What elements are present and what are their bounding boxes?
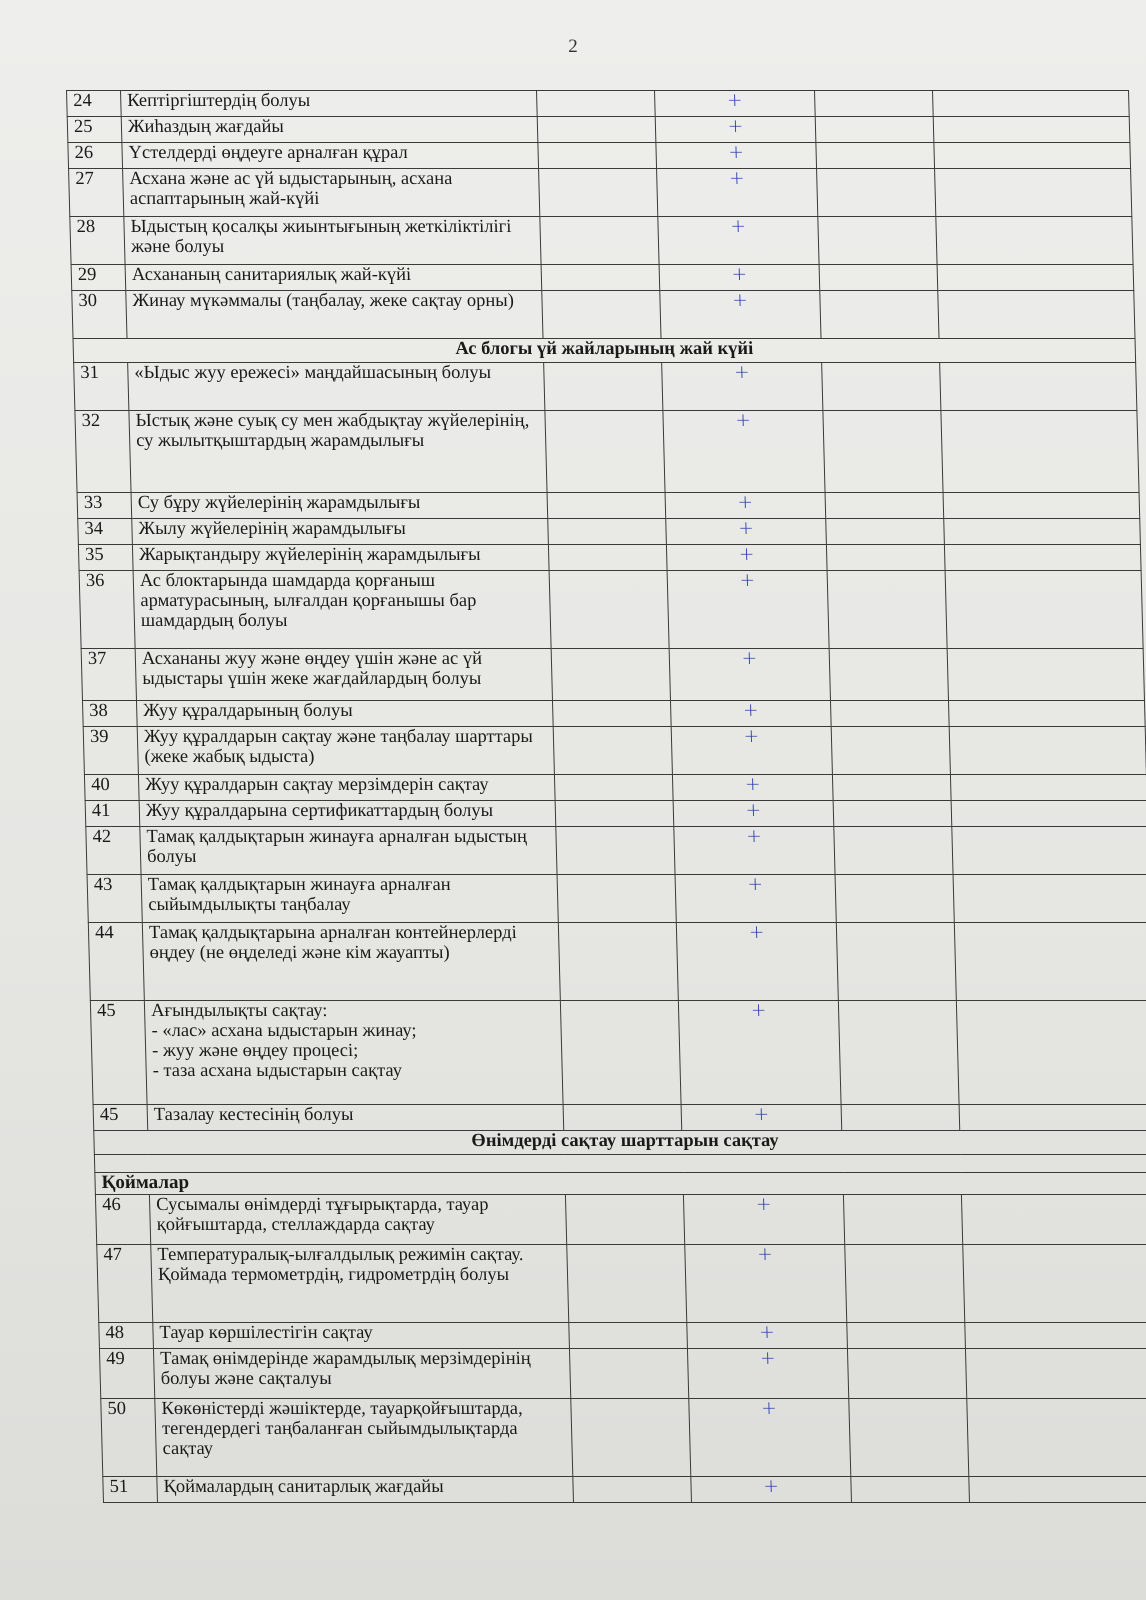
item-description-cell: Сусымалы өнімдерді тұғырықтарда, тауар қойғыштарда, стеллаждарда сақтау: [149, 1195, 566, 1245]
checkmark-cell: +: [671, 727, 832, 775]
checkmark-cell: +: [675, 875, 836, 923]
item-number-cell: 46: [95, 1195, 150, 1245]
empty-cell: [847, 1349, 966, 1399]
item-description-cell: Тамақ қалдықтарын жинауға арналған сыйымдылықты таңбалау: [141, 875, 558, 923]
table-row: [70, 217, 1133, 265]
empty-cell: [834, 827, 953, 875]
table-row: [97, 1245, 1146, 1323]
checkmark-cell: +: [667, 571, 829, 649]
empty-cell: [563, 1105, 682, 1131]
empty-cell: [832, 775, 951, 801]
empty-cell: [822, 363, 941, 411]
table-row: [79, 571, 1143, 649]
empty-cell: [965, 1323, 1146, 1349]
empty-cell: [823, 411, 943, 493]
empty-cell: [555, 801, 674, 827]
table-row: [78, 545, 1141, 571]
item-number-cell: 44: [88, 923, 144, 1001]
section-header-row: [73, 339, 1136, 363]
empty-cell: [963, 1245, 1146, 1323]
empty-cell: [936, 217, 1133, 265]
empty-cell: [557, 875, 676, 923]
item-description-cell: Кептіргіштердің болуы: [121, 91, 538, 117]
empty-cell: [944, 545, 1141, 571]
item-number-cell: 49: [99, 1349, 154, 1399]
table-row: [103, 1477, 1146, 1503]
item-description-cell: Асхананың санитариялық жай-күйі: [125, 265, 542, 291]
checkmark-cell: +: [663, 411, 825, 493]
item-description-cell: Ыстық және суық су мен жабдықтау жүйелерінің, су жылытқыштардың жарамдылығы: [129, 411, 547, 493]
empty-cell: [542, 291, 661, 339]
table-row: [87, 875, 1146, 923]
empty-cell: [961, 1195, 1146, 1245]
subsection-title: Қоймалар: [95, 1173, 1146, 1195]
checkmark-cell: +: [683, 1195, 844, 1245]
table-row: [83, 727, 1146, 775]
empty-cell: [569, 1349, 688, 1399]
empty-cell: [838, 1001, 959, 1105]
checkmark-cell: +: [681, 1105, 842, 1131]
section-title: Өнімдерді сақтау шарттарын сақтау: [94, 1131, 1146, 1155]
item-number-cell: 29: [71, 265, 126, 291]
empty-cell: [560, 1001, 681, 1105]
inspection-checklist-table: [66, 90, 1146, 1503]
item-number-cell: 40: [84, 775, 139, 801]
empty-cell: [547, 493, 666, 519]
empty-cell: [565, 1195, 684, 1245]
table-row: [68, 143, 1131, 169]
item-number-cell: 36: [79, 571, 135, 649]
table-row: [71, 265, 1134, 291]
empty-cell: [551, 649, 670, 701]
checkmark-cell: +: [687, 1349, 848, 1399]
empty-cell: [959, 1105, 1146, 1131]
item-description-cell: Жуу құралдарының болуы: [136, 701, 553, 727]
empty-cell: [541, 265, 660, 291]
empty-cell: [553, 727, 672, 775]
checkmark-cell: +: [685, 1245, 847, 1323]
table-row: [67, 117, 1130, 143]
section-title: Ас блогы үй жайларының жай күйі: [73, 339, 1136, 363]
empty-cell: [825, 493, 944, 519]
item-number-cell: 25: [67, 117, 122, 143]
empty-cell: [540, 217, 659, 265]
item-number-cell: 27: [69, 169, 124, 217]
empty-cell: [949, 727, 1146, 775]
empty-cell: [947, 649, 1144, 701]
empty-cell: [815, 91, 934, 117]
table-row: [84, 775, 1146, 801]
checkmark-cell: +: [678, 1001, 841, 1105]
checkmark-cell: +: [666, 545, 827, 571]
item-description-cell: Жуу құралдарын сақтау мерзімдерін сақтау: [138, 775, 555, 801]
item-description-cell: «Ыдыс жуу ережесі» маңдайшасының болуы: [128, 363, 545, 411]
item-description-cell: Температуралық-ылғалдылық режимін сақтау. Қоймада термометрдің, гидрометрдің болуы: [151, 1245, 569, 1323]
empty-cell: [827, 571, 947, 649]
empty-cell: [552, 701, 671, 727]
item-description-cell: Асхананы жуу және өңдеу үшін және ас үй ыдыстары үшін жеке жағдайлардың болуы: [135, 649, 552, 701]
empty-cell: [826, 519, 945, 545]
item-description-cell: Тауар көршілестігін сақтау: [153, 1323, 570, 1349]
item-description-cell: Су бұру жүйелерінің жарамдылығы: [131, 493, 548, 519]
empty-cell: [953, 875, 1146, 923]
table-row: [81, 649, 1144, 701]
item-description-cell: Тазалау кестесінің болуы: [147, 1105, 564, 1131]
subsection-header-row: [95, 1173, 1146, 1195]
table-row: [75, 411, 1139, 493]
item-number-cell: 35: [78, 545, 133, 571]
item-number-cell: 43: [87, 875, 142, 923]
empty-cell: [935, 169, 1132, 217]
item-number-cell: 32: [75, 411, 131, 493]
empty-cell: [843, 1195, 962, 1245]
empty-cell: [940, 363, 1137, 411]
item-number-cell: 28: [70, 217, 125, 265]
empty-cell: [815, 117, 934, 143]
checkmark-cell: +: [687, 1323, 848, 1349]
item-description-cell: Тамақ қалдықтарын жинауға арналған ыдыстың болуы: [140, 827, 557, 875]
item-number-cell: 33: [77, 493, 132, 519]
checkmark-cell: +: [673, 801, 834, 827]
item-number-cell: 45: [90, 1001, 147, 1105]
item-description-cell: Тамақ өнімдерінде жарамдылық мерзімдерінің болуы және сақталуы: [153, 1349, 570, 1399]
empty-cell: [938, 291, 1135, 339]
checkmark-cell: +: [670, 701, 831, 727]
item-description-cell: Жиһаздың жағдайы: [121, 117, 538, 143]
table-row: [82, 701, 1145, 727]
empty-cell: [969, 1477, 1146, 1503]
checkmark-cell: +: [660, 291, 821, 339]
empty-cell: [833, 801, 952, 827]
item-description-cell: Көкөністерді жәшіктерде, тауарқойғыштарда, тегендердегі таңбаланған сыйымдылықтарда сақтау: [155, 1399, 573, 1477]
checkmark-cell: +: [655, 117, 816, 143]
empty-cell: [826, 545, 945, 571]
table-row: [88, 923, 1146, 1001]
empty-cell: [817, 169, 936, 217]
empty-cell: [849, 1399, 969, 1477]
empty-cell: [851, 1477, 970, 1503]
empty-cell: [841, 1105, 960, 1131]
item-description-cell: Қоймалардың санитарлық жағдайы: [157, 1477, 574, 1503]
item-number-cell: 37: [81, 649, 136, 701]
empty-cell: [945, 571, 1143, 649]
empty-cell: [934, 143, 1131, 169]
item-description-cell: Асхана және ас үй ыдыстарының, асхана аспаптарының жай-күйі: [123, 169, 540, 217]
checkmark-cell: +: [658, 217, 819, 265]
empty-cell: [545, 411, 665, 493]
empty-cell: [539, 169, 658, 217]
empty-cell: [558, 923, 678, 1001]
checkmark-cell: +: [666, 519, 827, 545]
item-description-cell: Ас блоктарында шамдарда қорғаныш арматурасының, ылғалдан қорғанышы бар шамдардың болуы: [133, 571, 551, 649]
checkmark-cell: +: [665, 493, 826, 519]
checkmark-cell: +: [662, 363, 823, 411]
empty-cell: [836, 923, 956, 1001]
empty-cell: [943, 493, 1140, 519]
checkmark-cell: +: [691, 1477, 852, 1503]
checkmark-cell: +: [674, 827, 835, 875]
item-number-cell: 47: [97, 1245, 153, 1323]
empty-cell: [944, 519, 1141, 545]
empty-cell: [818, 217, 937, 265]
empty-cell: [952, 827, 1146, 875]
checkmark-cell: +: [689, 1399, 851, 1477]
checkmark-cell: +: [672, 775, 833, 801]
empty-cell: [820, 291, 939, 339]
item-description-cell: Жинау мүкәммалы (таңбалау, жеке сақтау орны): [126, 291, 543, 339]
empty-cell: [549, 571, 669, 649]
empty-cell: [950, 775, 1146, 801]
empty-cell: [847, 1323, 966, 1349]
checkmark-cell: +: [656, 143, 817, 169]
item-description-cell: Тамақ қалдықтарына арналған контейнерлерді өңдеу (не өңделеді және кім жауапты): [142, 923, 560, 1001]
empty-cell: [567, 1245, 687, 1323]
empty-cell: [538, 143, 657, 169]
empty-cell: [571, 1399, 691, 1477]
table-row: [85, 801, 1146, 827]
empty-cell: [835, 875, 954, 923]
checkmark-cell: +: [659, 265, 820, 291]
section-header-row: [94, 1131, 1146, 1155]
item-description-cell: Ыдыстың қосалқы жиынтығының жеткіліктілігі және болуы: [124, 217, 541, 265]
empty-cell: [830, 701, 949, 727]
checkmark-cell: +: [655, 91, 816, 117]
empty-cell: [819, 265, 938, 291]
empty-cell: [954, 923, 1146, 1001]
item-number-cell: 30: [72, 291, 127, 339]
empty-cell: [556, 827, 675, 875]
empty-cell: [933, 117, 1130, 143]
table-row: [77, 493, 1140, 519]
item-description-cell: Жарықтандыру жүйелерінің жарамдылығы: [132, 545, 549, 571]
table-row: [93, 1105, 1146, 1131]
item-description-cell: Жылу жүйелерінің жарамдылығы: [132, 519, 549, 545]
item-number-cell: 24: [67, 91, 122, 117]
empty-cell: [948, 701, 1145, 727]
empty-cell: [829, 649, 948, 701]
item-number-cell: 26: [68, 143, 123, 169]
checkmark-cell: +: [657, 169, 818, 217]
empty-cell: [544, 363, 663, 411]
empty-cell: [554, 775, 673, 801]
item-number-cell: 34: [78, 519, 133, 545]
table-row: [72, 291, 1135, 339]
empty-cell: [548, 519, 667, 545]
empty-cell: [933, 91, 1130, 117]
item-number-cell: 38: [82, 701, 137, 727]
item-number-cell: 31: [74, 363, 129, 411]
empty-cell: [569, 1323, 688, 1349]
table-row: [99, 1323, 1146, 1349]
item-description-cell: Жуу құралдарын сақтау және таңбалау шарттары (жеке жабық ыдыста): [137, 727, 554, 775]
item-number-cell: 39: [83, 727, 138, 775]
empty-cell: [548, 545, 667, 571]
item-description-cell: Үстелдерді өңдеуге арналған құрал: [122, 143, 539, 169]
table-row: [78, 519, 1141, 545]
checkmark-cell: +: [669, 649, 830, 701]
empty-cell: [537, 91, 656, 117]
table-row: [90, 1001, 1146, 1105]
checkmark-cell: +: [676, 923, 838, 1001]
page-number: 2: [568, 36, 578, 57]
empty-cell: [537, 117, 656, 143]
table-row: [86, 827, 1146, 875]
item-description-cell: Жуу құралдарына сертификаттардың болуы: [139, 801, 556, 827]
empty-cell: [967, 1399, 1146, 1477]
table-row: [69, 169, 1132, 217]
item-number-cell: 45: [93, 1105, 148, 1131]
empty-cell: [573, 1477, 692, 1503]
table-row: [101, 1399, 1146, 1477]
empty-cell: [941, 411, 1139, 493]
empty-cell: [816, 143, 935, 169]
empty-cell: [965, 1349, 1146, 1399]
item-number-cell: 41: [85, 801, 140, 827]
item-number-cell: 51: [103, 1477, 158, 1503]
table-row: [67, 91, 1130, 117]
item-number-cell: 42: [86, 827, 141, 875]
item-number-cell: 48: [99, 1323, 154, 1349]
item-number-cell: 50: [101, 1399, 157, 1477]
empty-cell: [956, 1001, 1146, 1105]
empty-cell: [845, 1245, 965, 1323]
item-description-cell: Ағындылықты сақтау: - «лас» асхана ыдыстарын жинау; - жуу және өңдеу процесі; - таза асхана ыдыстарын сақтау: [144, 1001, 563, 1105]
table-row: [95, 1195, 1146, 1245]
empty-cell: [951, 801, 1146, 827]
blank-row: [94, 1155, 1146, 1173]
empty-cell: [94, 1155, 1146, 1173]
empty-cell: [937, 265, 1134, 291]
table-row: [74, 363, 1137, 411]
empty-cell: [831, 727, 950, 775]
table-row: [99, 1349, 1146, 1399]
